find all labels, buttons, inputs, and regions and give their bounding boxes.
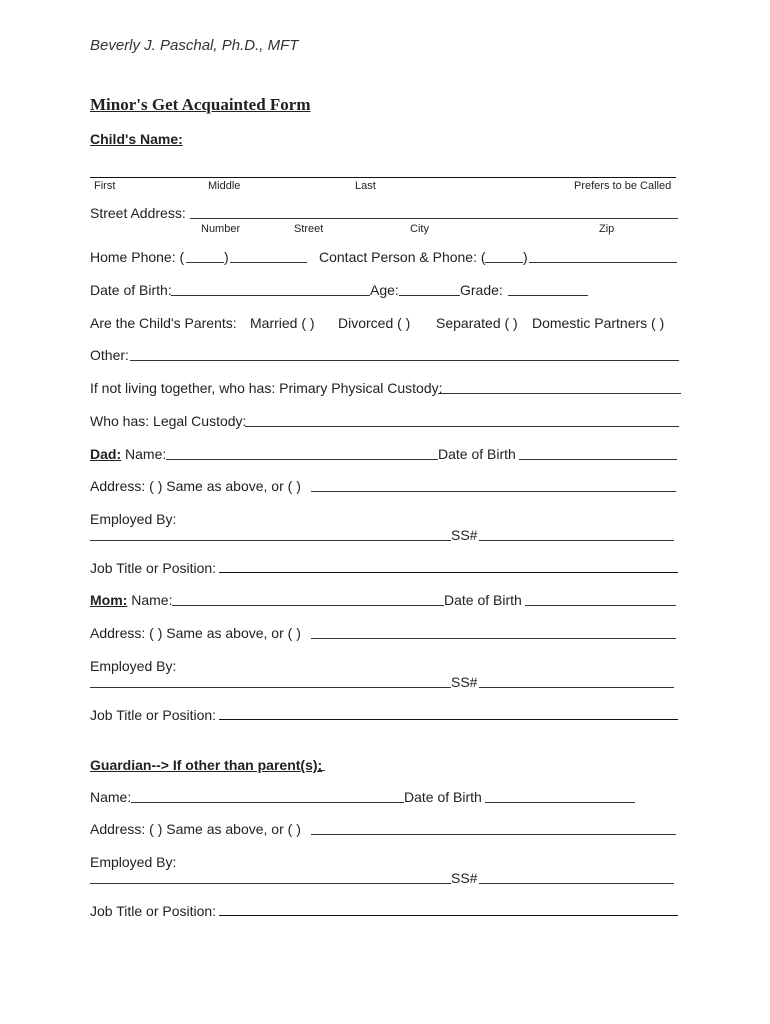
guardian-name-field[interactable]	[131, 802, 404, 803]
guardian-name-label: Name:	[90, 789, 132, 805]
guardian-ss-field[interactable]	[479, 883, 674, 884]
mom-dob-label: Date of Birth	[444, 592, 522, 608]
separated-option[interactable]: Separated ( )	[436, 315, 518, 331]
street-address-label: Street Address:	[90, 205, 186, 221]
married-option[interactable]: Married ( )	[250, 315, 315, 331]
street-address-field[interactable]	[190, 218, 678, 219]
guardian-heading: Guardian--> If other than parent(s):	[90, 757, 323, 773]
dad-address-field[interactable]	[311, 491, 676, 492]
dad-section	[90, 446, 166, 462]
address-number-sublabel: Number	[201, 223, 241, 235]
parents-status-label: Are the Child's Parents:	[90, 315, 237, 331]
legal-custody-field[interactable]	[245, 426, 679, 427]
other-label: Other:	[90, 347, 129, 363]
home-phone-field[interactable]	[230, 262, 307, 263]
middle-name-sublabel: Middle	[208, 180, 241, 192]
dad-heading: Dad:	[90, 446, 122, 462]
address-zip-sublabel: Zip	[599, 223, 615, 235]
primary-custody-label: If not living together, who has: Primary Physical Custody:	[90, 380, 443, 396]
guardian-address-field[interactable]	[311, 834, 676, 835]
dob-label: Date of Birth:	[90, 282, 172, 298]
mom-name-field[interactable]	[172, 605, 444, 606]
home-phone-paren: )	[224, 249, 229, 265]
guardian-address-label: Address: ( ) Same as above, or ( )	[90, 821, 301, 837]
contact-area-code-field[interactable]	[485, 262, 523, 263]
grade-label: Grade:	[460, 282, 503, 298]
dad-dob-field[interactable]	[519, 459, 677, 460]
preferred-name-sublabel: Prefers to be Called	[574, 180, 672, 192]
mom-name-label: Name:	[131, 592, 173, 608]
domestic-partners-option[interactable]: Domestic Partners ( )	[532, 315, 665, 331]
grade-field[interactable]	[508, 295, 588, 296]
mom-address-field[interactable]	[311, 638, 676, 639]
dob-field[interactable]	[171, 295, 370, 296]
dad-employer-field[interactable]	[90, 540, 451, 541]
mom-ss-field[interactable]	[479, 687, 674, 688]
other-field[interactable]	[130, 360, 679, 361]
age-label: Age:	[370, 282, 399, 298]
mom-employer-label: Employed By:	[90, 658, 177, 674]
child-name-label: Child's Name:	[90, 131, 183, 147]
primary-custody-field[interactable]	[438, 393, 681, 394]
dad-address-label: Address: ( ) Same as above, or ( )	[90, 478, 301, 494]
address-city-sublabel: City	[410, 223, 429, 235]
mom-heading: Mom:	[90, 592, 128, 608]
guardian-employer-label: Employed By:	[90, 854, 177, 870]
guardian-employer-field[interactable]	[90, 883, 451, 884]
legal-custody-label: Who has: Legal Custody:	[90, 413, 247, 429]
mom-dob-field[interactable]	[525, 605, 676, 606]
dad-name-label: Name:	[125, 446, 167, 462]
first-name-sublabel: First	[94, 180, 116, 192]
contact-person-label: Contact Person & Phone: (	[319, 249, 486, 265]
contact-phone-field[interactable]	[529, 262, 677, 263]
mom-address-label: Address: ( ) Same as above, or ( )	[90, 625, 301, 641]
mom-job-field[interactable]	[219, 719, 678, 720]
dad-ss-field[interactable]	[479, 540, 674, 541]
dad-ss-label: SS#	[451, 527, 478, 543]
guardian-ss-label: SS#	[451, 870, 478, 886]
guardian-dob-field[interactable]	[485, 802, 635, 803]
mom-employer-field[interactable]	[90, 687, 451, 688]
guardian-job-label: Job Title or Position:	[90, 903, 217, 919]
dad-employer-label: Employed By:	[90, 511, 177, 527]
mom-ss-label: SS#	[451, 674, 478, 690]
home-phone-area-code-field[interactable]	[186, 262, 224, 263]
mom-job-label: Job Title or Position:	[90, 707, 217, 723]
address-street-sublabel: Street	[294, 223, 324, 235]
child-name-field[interactable]	[90, 177, 676, 178]
form-title: Minor's Get Acquainted Form	[90, 95, 311, 114]
guardian-heading-underline	[318, 770, 325, 771]
document-author: Beverly J. Paschal, Ph.D., MFT	[90, 37, 299, 54]
dad-job-field[interactable]	[219, 572, 678, 573]
mom-section	[90, 592, 172, 608]
age-field[interactable]	[399, 295, 460, 296]
divorced-option[interactable]: Divorced ( )	[338, 315, 411, 331]
contact-paren: )	[523, 249, 528, 265]
last-name-sublabel: Last	[355, 180, 376, 192]
dad-name-field[interactable]	[166, 459, 438, 460]
home-phone-label: Home Phone: (	[90, 249, 185, 265]
dad-job-label: Job Title or Position:	[90, 560, 217, 576]
guardian-dob-label: Date of Birth	[404, 789, 482, 805]
guardian-job-field[interactable]	[219, 915, 678, 916]
dad-dob-label: Date of Birth	[438, 446, 516, 462]
